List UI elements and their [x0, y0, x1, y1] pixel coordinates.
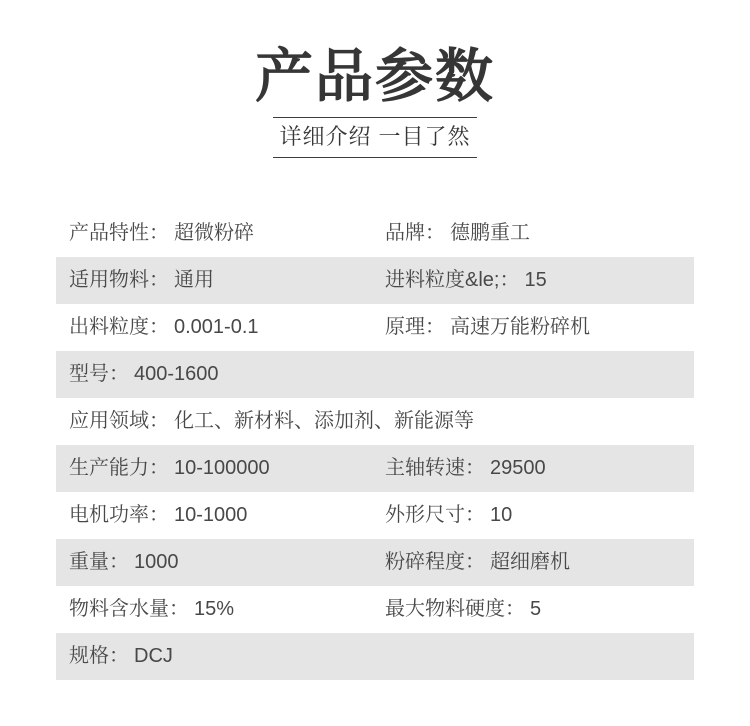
spec-cell — [56, 492, 385, 539]
spec-cell — [56, 304, 385, 351]
spec-value: 德鹏重工 — [450, 222, 530, 244]
page-title: 产品参数 — [254, 44, 495, 109]
spec-label: 外形尺寸： — [385, 504, 485, 526]
spec-label: 型号： — [69, 363, 129, 385]
spec-label: 生产能力： — [69, 457, 169, 479]
spec-row — [56, 398, 694, 445]
spec-cell — [385, 304, 694, 351]
spec-label: 电机功率： — [69, 504, 169, 526]
spec-value: 10-100000 — [174, 457, 270, 479]
spec-cell — [56, 633, 694, 680]
spec-label: 进料粒度&le;： — [385, 269, 520, 291]
spec-label: 最大物料硬度： — [385, 598, 525, 620]
spec-cell — [56, 586, 385, 633]
spec-value: 化工、新材料、添加剂、新能源等 — [174, 410, 474, 432]
spec-value: 10 — [490, 504, 513, 526]
spec-label: 规格： — [69, 645, 129, 667]
header — [0, 46, 750, 158]
spec-row — [56, 633, 694, 680]
spec-value: 0.001-0.1 — [174, 316, 259, 338]
spec-cell — [56, 539, 385, 586]
spec-value: 高速万能粉碎机 — [450, 316, 590, 338]
spec-row — [56, 351, 694, 398]
spec-cell — [385, 492, 694, 539]
spec-row — [56, 586, 694, 633]
spec-cell — [385, 445, 694, 492]
spec-cell — [56, 398, 694, 445]
spec-cell — [385, 539, 694, 586]
spec-value: 1000 — [134, 551, 179, 573]
spec-row — [56, 210, 694, 257]
spec-label: 产品特性： — [69, 222, 169, 244]
spec-cell — [56, 257, 385, 304]
spec-value: 超微粉碎 — [174, 222, 254, 244]
spec-label: 主轴转速： — [385, 457, 485, 479]
spec-value: DCJ — [134, 645, 173, 667]
spec-cell — [385, 257, 694, 304]
page-subtitle — [273, 117, 476, 158]
spec-row — [56, 492, 694, 539]
spec-cell — [56, 445, 385, 492]
spec-label: 品牌： — [385, 222, 445, 244]
spec-row — [56, 304, 694, 351]
spec-value: 通用 — [174, 269, 214, 291]
spec-row — [56, 445, 694, 492]
spec-cell — [385, 210, 694, 257]
spec-label: 原理： — [385, 316, 445, 338]
spec-cell — [56, 351, 694, 398]
spec-label: 重量： — [69, 551, 129, 573]
spec-value: 400-1600 — [134, 363, 219, 385]
spec-row — [56, 539, 694, 586]
spec-row — [56, 257, 694, 304]
spec-value: 29500 — [490, 457, 546, 479]
spec-value: 15% — [194, 598, 235, 620]
spec-label: 出料粒度： — [69, 316, 169, 338]
spec-value: 5 — [530, 598, 542, 620]
spec-value: 10-1000 — [174, 504, 248, 526]
spec-value: 15 — [524, 269, 547, 291]
spec-label: 物料含水量： — [69, 598, 189, 620]
spec-label: 应用领域： — [69, 410, 169, 432]
spec-label: 适用物料： — [69, 269, 169, 291]
subtitle-text: 详细介绍 一目了然 — [279, 124, 471, 149]
spec-table — [56, 210, 694, 680]
spec-cell — [56, 210, 385, 257]
spec-cell — [385, 586, 694, 633]
spec-label: 粉碎程度： — [385, 551, 485, 573]
spec-value: 超细磨机 — [490, 551, 570, 573]
